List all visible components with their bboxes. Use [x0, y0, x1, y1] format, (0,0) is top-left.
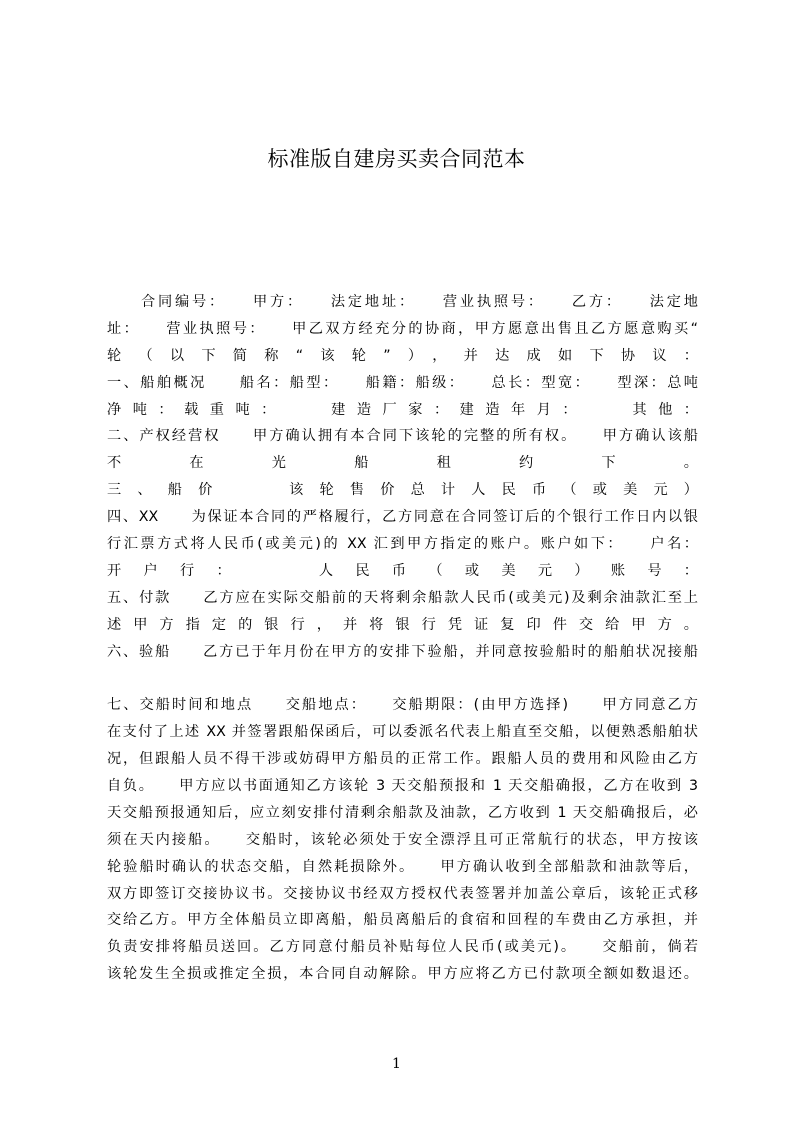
text-line: 开户行： 人民币（或美元）账号：: [107, 562, 698, 579]
text-line: 在支付了上述 XX 并签署跟船保函后，可以委派名代表上船直至交船，以便熟悉船舶状: [107, 724, 698, 741]
text-line: 不 在 光 船 租 约 下 。: [107, 455, 698, 472]
text-line: 四、XX 为保证本合同的严格履行，乙方同意在合同签订后的个银行工作日内以银: [107, 509, 698, 526]
text-line: 双方即签订交接协议书。交接协议书经双方授权代表签署并加盖公章后，该轮正式移: [107, 885, 698, 902]
text-line: 合同编号： 甲方： 法定地址： 营业执照号： 乙方： 法定地: [107, 294, 698, 310]
text-line: 该轮发生全损或推定全损，本合同自动解除。甲方应将乙方已付款项全额如数退还。: [107, 966, 698, 983]
text-line: 三、船价 该轮售价总计人民币（或美元）: [107, 482, 698, 499]
text-line: 自负。 甲方应以书面通知乙方该轮 3 天交船预报和 1 天交船确报，乙方在收到 3: [107, 778, 698, 795]
text-line: 净吨：载重吨： 建造厂家：建造年月： 其他：: [107, 401, 698, 418]
text-line: 轮验船时确认的状态交船，自然耗损除外。 甲方确认收到全部船款和油款等后，: [107, 858, 698, 875]
text-line: 天交船预报通知后，应立刻安排付清剩余船款及油款，乙方收到 1 天交船确报后，必: [107, 804, 698, 821]
text-line: 须在天内接船。 交船时，该轮必须处于安全漂浮且可正常航行的状态，甲方按该: [107, 831, 698, 848]
text-line: 述甲方指定的银行，并将银行凭证复印件交给甲方。: [107, 616, 698, 633]
text-line: [107, 665, 698, 692]
text-line: 负责安排将船员送回。乙方同意付船员补贴每位人民币(或美元)。 交船前，倘若: [107, 939, 698, 956]
text-line: 二、产权经营权 甲方确认拥有本合同下该轮的完整的所有权。 甲方确认该船: [107, 428, 698, 445]
contract-body: [107, 289, 698, 988]
text-line: 轮（以下简称“该轮”），并达成如下协议：: [107, 347, 698, 364]
text-line: 六、验船 乙方已于年月份在甲方的安排下验船，并同意按验船时的船舶状况接船: [107, 643, 698, 660]
text-line: 况，但跟船人员不得干涉或妨碍甲方船员的正常工作。跟船人员的费用和风险由乙方: [107, 751, 698, 768]
text-line: 七、交船时间和地点 交船地点： 交船期限：(由甲方选择) 甲方同意乙方: [107, 697, 698, 714]
text-line: 五、付款 乙方应在实际交船前的天将剩余船款人民币(或美元)及剩余油款汇至上: [107, 589, 698, 606]
document-title: 标准版自建房买卖合同范本: [267, 147, 526, 171]
page-number: 1: [392, 1056, 401, 1072]
text-line: 址： 营业执照号： 甲乙双方经充分的协商，甲方愿意出售且乙方愿意购买“: [107, 320, 698, 337]
text-line: 交给乙方。甲方全体船员立即离船，船员离船后的食宿和回程的车费由乙方承担，并: [107, 912, 698, 929]
text-line: 行汇票方式将人民币(或美元)的 XX 汇到甲方指定的账户。账户如下： 户名：: [107, 536, 698, 553]
text-line: 一、船舶概况 船名：船型： 船籍：船级： 总长：型宽： 型深：总吨: [107, 374, 698, 391]
